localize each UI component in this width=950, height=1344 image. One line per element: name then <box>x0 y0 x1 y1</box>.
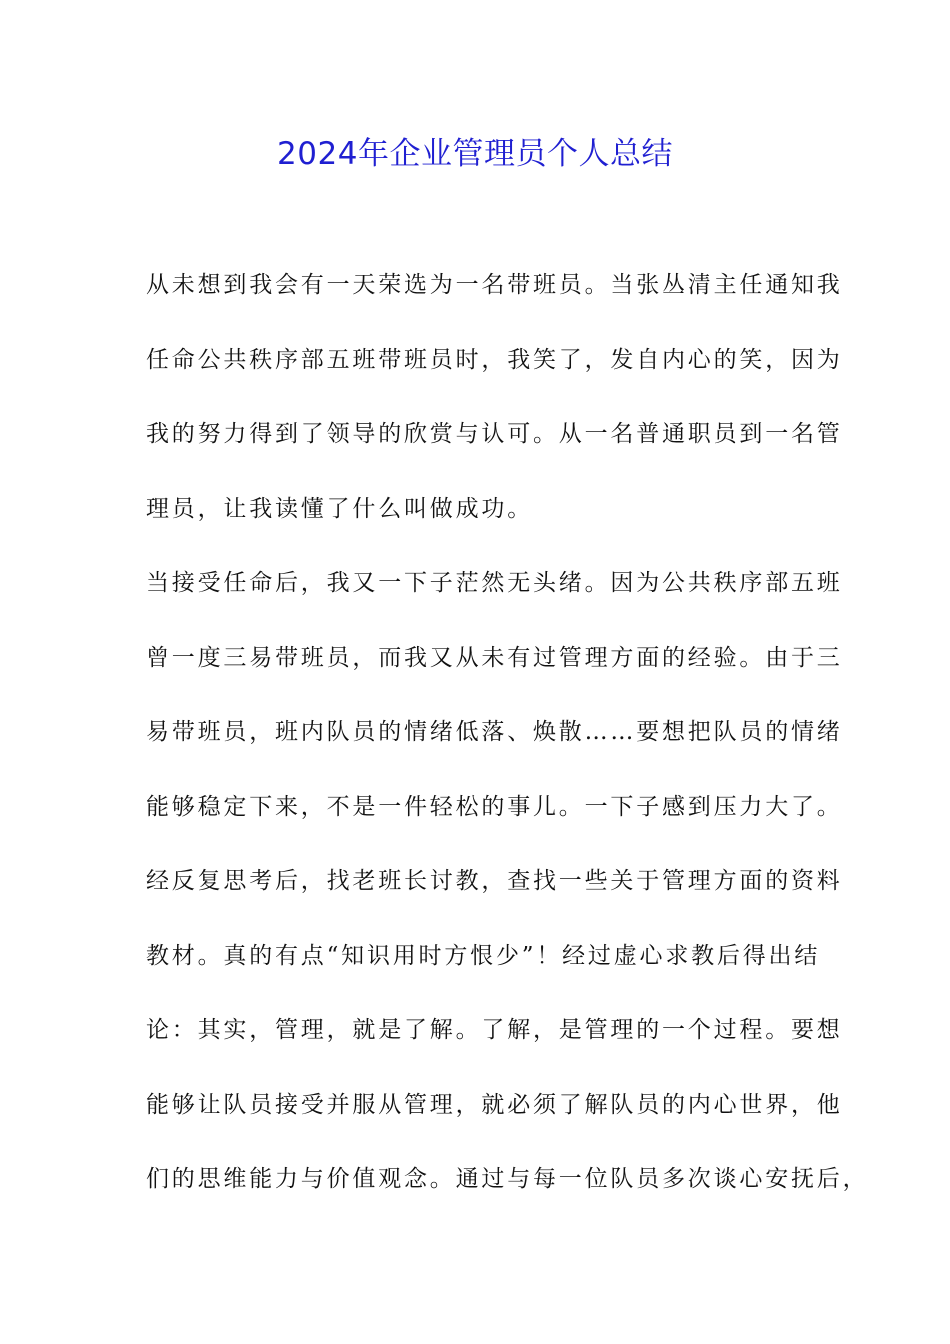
body-line: 任命公共秩序部五班带班员时，我笑了，发自内心的笑，因为 <box>146 346 843 373</box>
body-line: 从未想到我会有一天荣选为一名带班员。当张丛清主任通知我 <box>146 272 843 298</box>
body-line: 能够让队员接受并服从管理，就必须了解队员的内心世界，他 <box>146 1091 843 1118</box>
document-title: 2024年企业管理员个人总结 <box>277 136 673 172</box>
body-line: 当接受任命后，我又一下子茫然无头绪。因为公共秩序部五班 <box>146 570 843 596</box>
body-line: 能够稳定下来，不是一件轻松的事儿。一下子感到压力大了。 <box>146 793 843 820</box>
body-line: 教材。真的有点“知识用时方恨少”！经过虚心求教后得出结 <box>146 942 821 969</box>
body-line: 们的思维能力与价值观念。通过与每一位队员多次谈心安抚后， <box>146 1166 869 1192</box>
document-body <box>146 262 869 1231</box>
body-line: 易带班员，班内队员的情绪低落、焕散……要想把队员的情绪 <box>146 719 843 745</box>
body-line: 理员，让我读懂了什么叫做成功。 <box>146 495 533 522</box>
body-line: 论：其实，管理，就是了解。了解，是管理的一个过程。要想 <box>146 1017 843 1043</box>
body-line: 经反复思考后，找老班长讨教，查找一些关于管理方面的资料 <box>146 868 843 894</box>
body-line: 曾一度三易带班员，而我又从未有过管理方面的经验。由于三 <box>146 644 843 671</box>
body-line: 我的努力得到了领导的欣赏与认可。从一名普通职员到一名管 <box>146 421 843 447</box>
